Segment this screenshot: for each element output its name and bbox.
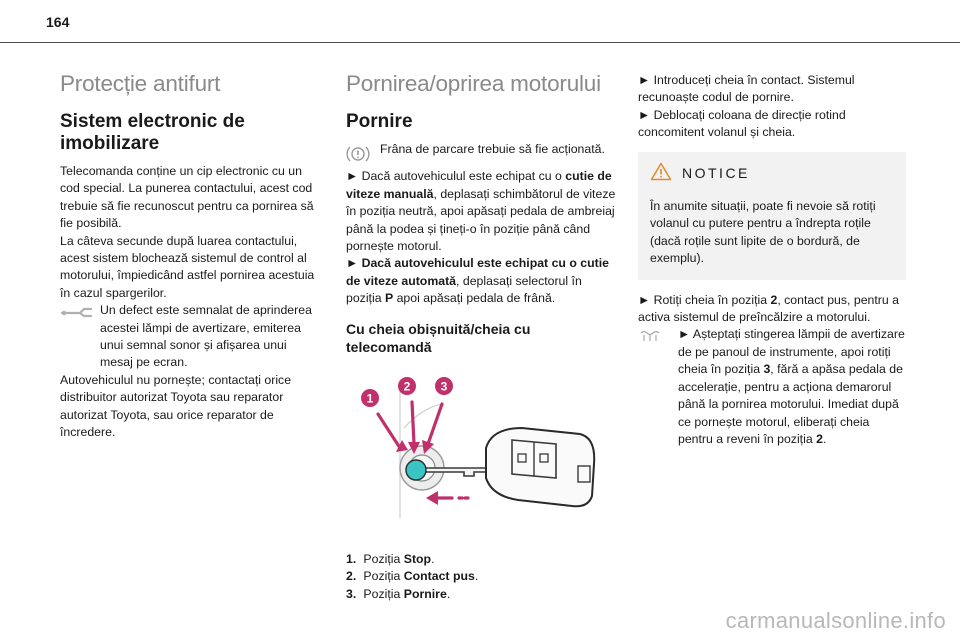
svg-text:1: 1: [366, 391, 374, 406]
key-heading: Cu cheia obișnuită/cheia cu telecomandă: [346, 320, 531, 355]
notice-title: NOTICE: [682, 165, 750, 182]
list-bold-3: Pornire: [403, 586, 447, 601]
section-title-antitheft: Protecție antifurt: [60, 71, 221, 96]
immobiliser-fault-note: [60, 302, 322, 372]
list-item: [346, 568, 618, 585]
list-text-2: Poziția: [363, 569, 404, 584]
subsection-title-immobiliser: Sistem electronic de imobilizare: [60, 111, 245, 154]
manual-gearbox-step: [346, 168, 618, 255]
page-number: 164: [46, 14, 70, 30]
key-position-list: [346, 551, 618, 603]
manual-bold: cutie de viteze manuală: [346, 169, 612, 201]
notice-box: [638, 152, 906, 280]
immobiliser-para-1: Telecomanda conține un cip electronic cu un cod special. La punerea contactului, acest cod trebuie să fie recunoscut pentru ca pornirea să fie posibilă.: [60, 164, 314, 231]
step-turn-key-2: [638, 292, 906, 327]
list-item: [346, 551, 618, 568]
manual-prefix: ► Dacă autovehiculul este echipat cu o: [346, 169, 566, 184]
notice-text: În anumite situații, poate fi nevoie să rotiți volanul cu putere pentru a îndrepta roțile (dacă roțile sunt lipite de o bordură, de exemplu).: [650, 199, 876, 266]
subsection-title-start: Pornire: [346, 111, 413, 132]
step4-b: 3: [763, 362, 771, 377]
list-item: [346, 586, 618, 603]
callout-2: [398, 377, 416, 395]
column-start-steps: [638, 72, 906, 448]
list-text-1: Poziția: [363, 552, 404, 567]
list-num-1: 1.: [346, 552, 357, 567]
immobiliser-para-3: Un defect este semnalat de aprinderea acestei lămpi de avertizare, emiterea unui semnal sonor și afișarea unui mesaj pe ecran.: [100, 303, 312, 370]
step-wait-glow-plug: [638, 326, 906, 448]
callout-3: [435, 377, 453, 395]
step-insert-key: ► Introduceți cheia în contact. Sistemul recunoaște codul de pornire.: [638, 73, 855, 105]
step3-c: , contact pus, pentru a activa sistemul de preîncălzire a motorului.: [638, 292, 899, 325]
parking-brake-note: [346, 141, 618, 158]
list-end-2: .: [474, 569, 479, 584]
svg-text:3: 3: [440, 379, 448, 394]
column-engine-start: [346, 62, 618, 603]
auto-rest-b: apoi apăsați pedala de frână.: [393, 291, 556, 306]
key-ignition-illustration: [352, 368, 618, 543]
notice-header: [650, 162, 894, 186]
list-bold-2: Contact pus: [403, 569, 475, 584]
callout-1: [361, 389, 379, 407]
step4-c: , fără a apăsa pedala de accelerație, pentru a acționa demarorul până la pornirea motorului. Imediat după ce pornește motorul, eliberați cheia pentru a reveni în poziția: [678, 362, 903, 446]
automatic-gearbox-step: [346, 255, 618, 307]
list-num-2: 2.: [346, 569, 357, 584]
section-title-start-stop: Pornirea/oprirea motorului: [346, 71, 601, 96]
list-num-3: 3.: [346, 586, 357, 601]
step4-d: 2: [816, 431, 823, 446]
list-text-3: Poziția: [363, 586, 404, 601]
glow-plug-icon: [638, 330, 664, 347]
watermark: carmanualsonline.info: [725, 608, 946, 633]
list-bold-1: Stop: [403, 552, 432, 567]
warning-triangle-icon: [650, 162, 672, 186]
step3-b: 2: [770, 292, 778, 307]
wrench-warning-icon: [60, 304, 94, 323]
header-rule: [0, 42, 960, 43]
step3-a: ► Rotiți cheia în poziția: [638, 292, 771, 307]
step4-a: ► Așteptați stingerea lămpii de avertizare de pe panoul de instrumente, apoi rotiți cheia în poziția: [678, 327, 905, 377]
auto-rest-a: , deplasați selectorul în poziția: [346, 273, 582, 306]
immobiliser-para-2: La câteva secunde după luarea contactului, acest sistem blochează sistemul de control al motorului, împiedicând astfel pornirea acestuia în cazul spargerilor.: [60, 233, 315, 300]
column-antitheft: [60, 62, 322, 442]
auto-bold: ► Dacă autovehiculul este echipat cu o cutie de viteze automată: [346, 256, 609, 288]
svg-text:2: 2: [403, 379, 411, 394]
parking-brake-text: Frâna de parcare trebuie să fie acționată.: [380, 142, 605, 156]
parking-brake-icon: [346, 145, 370, 168]
immobiliser-para-4: Autovehiculul nu pornește; contactați orice distribuitor autorizat Toyota sau reparator autorizat Toyota, sau orice reparator de încredere.: [60, 372, 292, 440]
step4-e: .: [822, 431, 827, 446]
manual-rest: , deplasați schimbătorul de viteze în poziția neutră, apoi apăsați pedala de ambreiaj până la podea și țineți-o în poziție până când pornește motorul.: [346, 186, 616, 254]
list-end-3: .: [446, 586, 451, 601]
auto-p: P: [384, 291, 394, 306]
list-end-1: .: [431, 552, 435, 567]
step-unlock-column: ► Deblocați coloana de direcție rotind concomitent volanul și cheia.: [638, 107, 846, 140]
